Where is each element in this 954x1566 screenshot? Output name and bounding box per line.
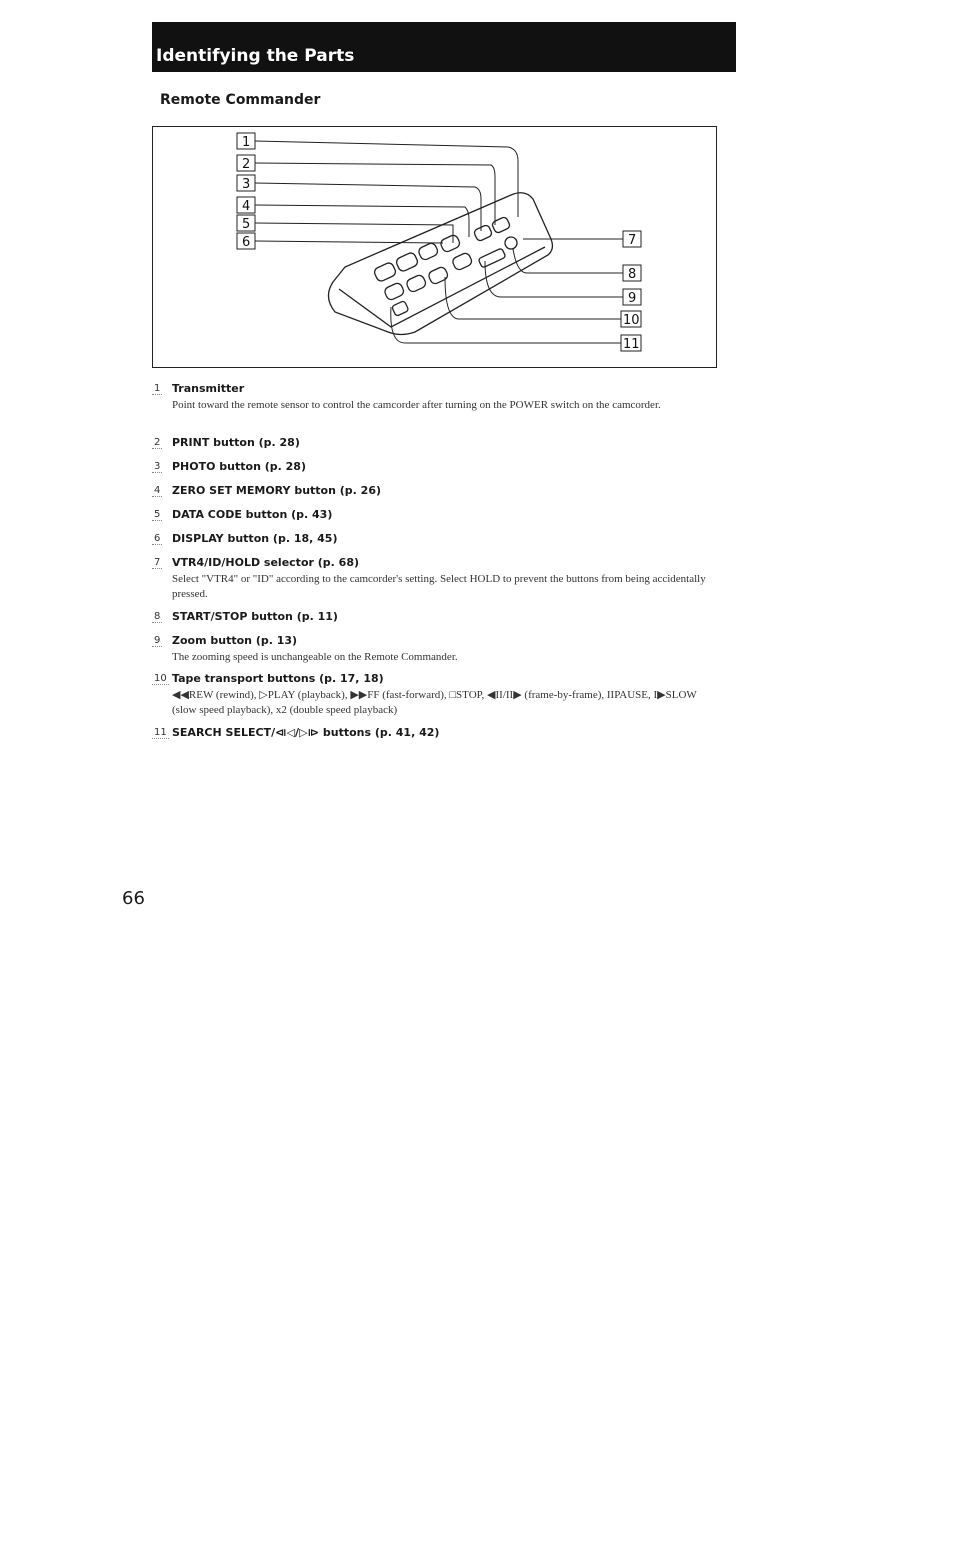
item-label: VTR4/ID/HOLD selector (p. 68) [172, 556, 359, 569]
leader-lines [255, 141, 623, 343]
remote-commander-figure [152, 126, 717, 368]
callout-7: 7 [628, 233, 637, 248]
item-description: ◀◀REW (rewind), ▷PLAY (playback), ▶▶FF (fast-forward), □STOP, ◀II/II▶ (frame-by-frame), IIPAUSE, I▶SLOW (slow speed playback), x2 (double speed playback) [172, 689, 697, 716]
item-label: START/STOP button (p. 11) [172, 610, 338, 623]
item-label: SEARCH SELECT/⧏◁/▷⧐ buttons (p. 41, 42) [172, 726, 440, 739]
callout-1: 1 [242, 135, 251, 150]
item-label: PRINT button (p. 28) [172, 436, 300, 449]
remote-body [328, 193, 552, 335]
item-label: ZERO SET MEMORY button (p. 26) [172, 484, 382, 497]
callout-10: 10 [623, 313, 640, 328]
page-number: 66 [122, 888, 145, 909]
callout-5: 5 [242, 217, 251, 232]
callout-3: 3 [242, 177, 251, 192]
section-title: Remote Commander [160, 92, 321, 108]
item-number: 3 [154, 461, 161, 472]
item-label: Transmitter [172, 382, 245, 395]
item-number: 2 [154, 437, 161, 448]
callout-9: 9 [628, 291, 637, 306]
item-label: DISPLAY button (p. 18, 45) [172, 532, 338, 545]
item-description: Point toward the remote sensor to control the camcorder after turning on the POWER switch on the camcorder. [172, 399, 661, 411]
callout-11: 11 [623, 337, 640, 352]
item-number: 11 [154, 727, 167, 738]
item-label: PHOTO button (p. 28) [172, 460, 306, 473]
item-number: 5 [154, 509, 161, 520]
item-description: The zooming speed is unchangeable on the Remote Commander. [172, 651, 458, 663]
callouts-right [621, 231, 641, 352]
page-header-title: Identifying the Parts [156, 46, 355, 66]
callout-4: 4 [242, 199, 251, 214]
item-description: Select "VTR4" or "ID" according to the camcorder's setting. Select HOLD to prevent the buttons from being accidentally pressed. [172, 573, 706, 600]
item-label: Tape transport buttons (p. 17, 18) [172, 672, 384, 685]
item-number: 10 [154, 673, 167, 684]
header-bar [152, 22, 736, 72]
item-number: 9 [154, 635, 161, 646]
callouts-left [237, 133, 255, 250]
item-number: 8 [154, 611, 161, 622]
item-number: 6 [154, 533, 161, 544]
item-number: 7 [154, 557, 161, 568]
item-label: DATA CODE button (p. 43) [172, 508, 333, 521]
item-number: 1 [154, 383, 161, 394]
callout-6: 6 [242, 235, 251, 250]
remote-illustration [153, 127, 716, 367]
item-label: Zoom button (p. 13) [172, 634, 298, 647]
callout-8: 8 [628, 267, 637, 282]
callout-2: 2 [242, 157, 251, 172]
item-number: 4 [154, 485, 161, 496]
